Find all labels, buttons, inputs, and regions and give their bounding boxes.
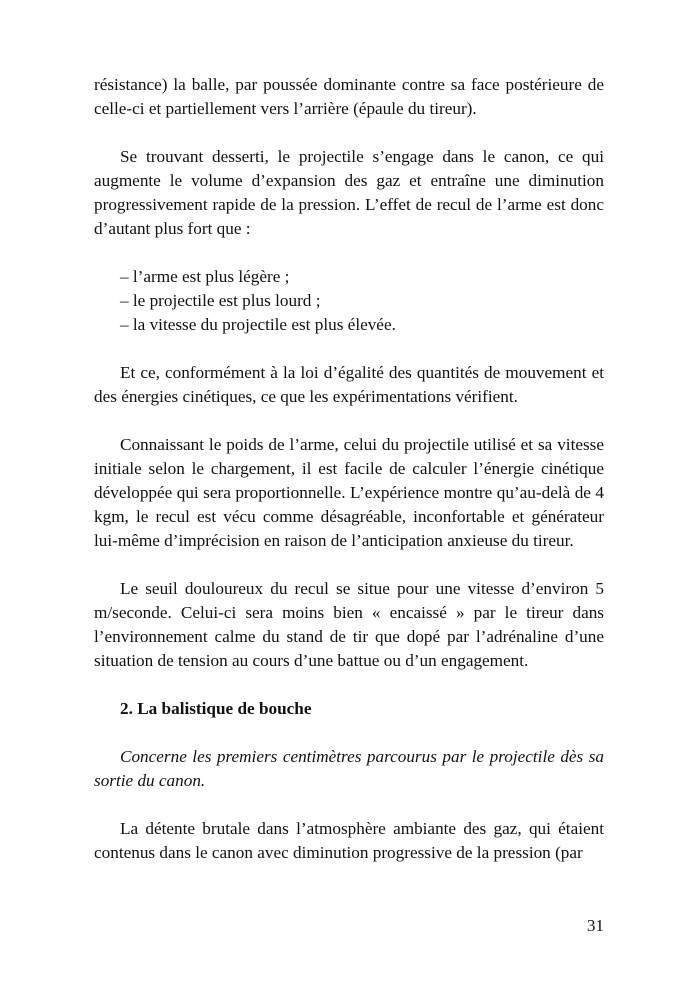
paragraph-momentum-law: Et ce, conformément à la loi d’égalité des quantités de mouvement et des énergies cinétiques, ce que les expérimentations vérifient. bbox=[94, 363, 604, 406]
page-number: 31 bbox=[586, 916, 604, 935]
paragraph-continuation: résistance) la balle, par poussée dominante contre sa face postérieure de celle-ci et partiellement vers l’arrière (épaule du tireur). bbox=[94, 75, 604, 118]
section-summary: Concerne les premiers centimètres parcourus par le projectile dès sa sortie du canon. bbox=[94, 747, 604, 790]
paragraph-recoil-intro: Se trouvant desserti, le projectile s’engage dans le canon, ce qui augmente le volume d’expansion des gaz et entraîne une diminution progressivement rapide de la pression. L’effet de recul de l’arme est donc d’autant plus fort que : bbox=[94, 147, 604, 238]
paragraph-gas-expansion: La détente brutale dans l’atmosphère ambiante des gaz, qui étaient contenus dans le canon avec diminution progressive de la pression (par bbox=[94, 819, 604, 862]
list-item: – l’arme est plus légère ; bbox=[120, 267, 290, 286]
paragraph-pain-threshold: Le seuil douloureux du recul se situe pour une vitesse d’environ 5 m/seconde. Celui-ci sera moins bien « encaissé » par le tireur dans l’environnement calme du stand de tir que dopé par l’adrénaline d’une situation de tension au cours d’une battue ou d’un engagement. bbox=[94, 579, 604, 670]
section-heading: 2. La balistique de bouche bbox=[120, 699, 312, 718]
page-body bbox=[94, 73, 604, 865]
paragraph-kinetic-energy: Connaissant le poids de l’arme, celui du projectile utilisé et sa vitesse initiale selon le chargement, il est facile de calculer l’énergie cinétique développée qui sera proportionnelle. L’expérience montre qu’au-delà de 4 kgm, le recul est vécu comme désagréable, inconfortable et générateur lui-même d’imprécision en raison de l’anticipation anxieuse du tireur. bbox=[94, 435, 604, 550]
list-item: – le projectile est plus lourd ; bbox=[120, 291, 321, 310]
list-item: – la vitesse du projectile est plus élevée. bbox=[120, 315, 396, 334]
recoil-factors-list bbox=[94, 265, 604, 337]
